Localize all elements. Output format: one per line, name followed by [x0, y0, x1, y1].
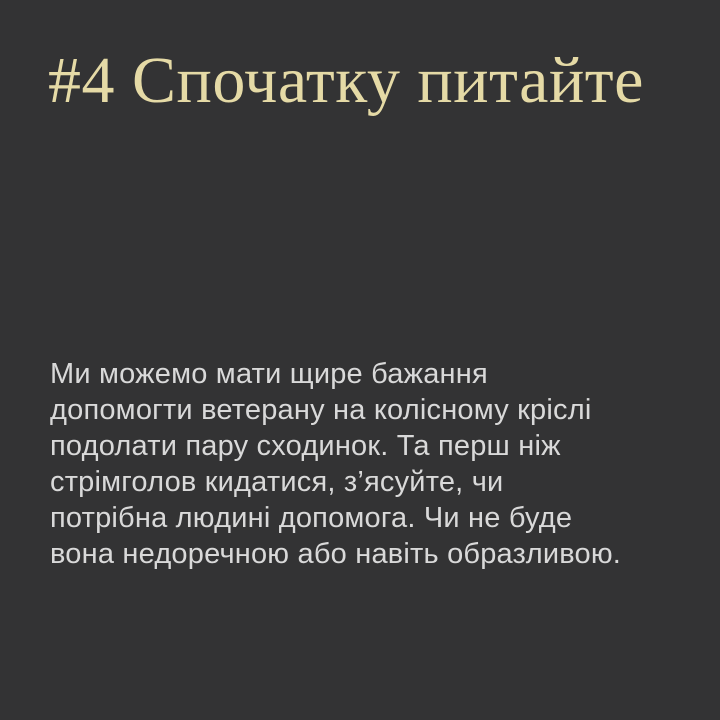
body-line-5: потрібна людині допомога. Чи не буде [50, 502, 573, 534]
card-body-text [50, 356, 680, 572]
body-line-1: Ми можемо мати щире бажання [50, 358, 488, 390]
body-line-6: вона недоречною або навіть образливою. [50, 538, 622, 570]
body-line-4: стрімголов кидатися, з’ясуйте, чи [50, 466, 504, 498]
card-title: #4 Спочатку питайте [48, 44, 644, 117]
body-line-2: допомогти ветерану на колісному кріслі [50, 394, 592, 426]
body-line-3: подолати пару сходинок. Та перш ніж [50, 430, 561, 462]
